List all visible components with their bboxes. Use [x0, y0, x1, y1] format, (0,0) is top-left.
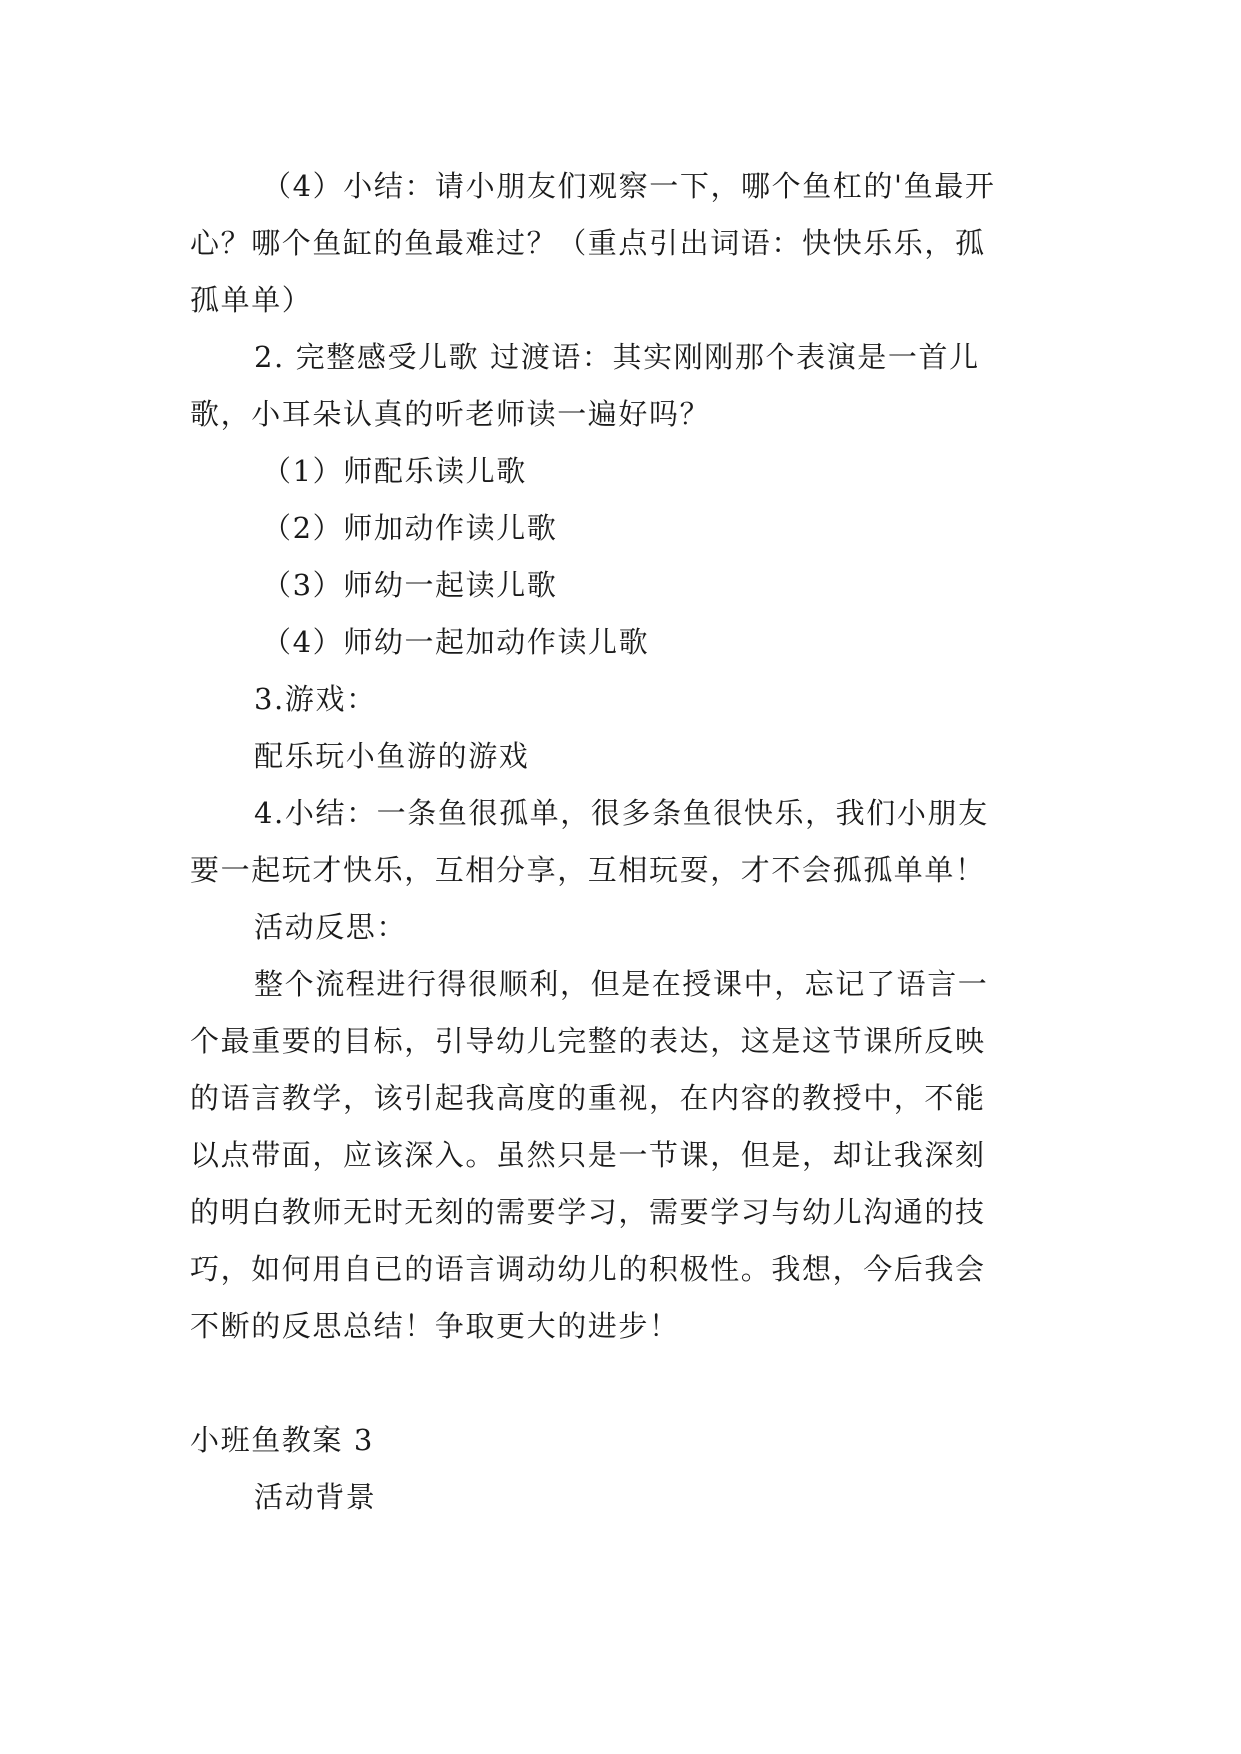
paragraph-summary-final-line-2: 要一起玩才快乐，互相分享，互相玩耍，才不会孤孤单单！ — [190, 853, 986, 887]
list-item-read-together-with-actions: （4）师幼一起加动作读儿歌 — [262, 625, 650, 659]
paragraph-reflection-line-3: 的语言教学，该引起我高度的重视，在内容的教授中，不能 — [190, 1081, 986, 1115]
paragraph-reflection-line-4: 以点带面，应该深入。虽然只是一节课，但是，却让我深刻 — [190, 1138, 986, 1172]
paragraph-reflection-line-1: 整个流程进行得很顺利，但是在授课中，忘记了语言一 — [254, 967, 989, 1001]
list-item-read-together: （3）师幼一起读儿歌 — [262, 568, 558, 602]
paragraph-summary-4-line-1: （4）小结：请小朋友们观察一下，哪个鱼杠的'鱼最开 — [262, 169, 996, 203]
paragraph-song-intro-line-1: 2. 完整感受儿歌 过渡语：其实刚刚那个表演是一首儿 — [254, 340, 980, 374]
paragraph-summary-4-line-3: 孤单单） — [190, 283, 313, 317]
section-reflection-heading: 活动反思： — [254, 910, 408, 944]
list-item-read-with-actions: （2）师加动作读儿歌 — [262, 511, 558, 545]
section-game-heading: 3.游戏： — [254, 682, 377, 716]
section-background-heading: 活动背景 — [254, 1480, 377, 1514]
paragraph-reflection-line-6: 巧，如何用自已的语言调动幼儿的积极性。我想，今后我会 — [190, 1252, 986, 1286]
paragraph-reflection-line-5: 的明白教师无时无刻的需要学习，需要学习与幼儿沟通的技 — [190, 1195, 986, 1229]
paragraph-reflection-line-2: 个最重要的目标，引导幼儿完整的表达，这是这节课所反映 — [190, 1024, 986, 1058]
paragraph-game-description: 配乐玩小鱼游的游戏 — [254, 739, 530, 773]
list-item-read-with-music: （1）师配乐读儿歌 — [262, 454, 527, 488]
paragraph-song-intro-line-2: 歌，小耳朵认真的听老师读一遍好吗？ — [190, 397, 711, 431]
paragraph-reflection-line-7: 不断的反思总结！争取更大的进步！ — [190, 1309, 680, 1343]
paragraph-summary-4-line-2: 心？哪个鱼缸的鱼最难过？（重点引出词语：快快乐乐，孤 — [190, 226, 986, 260]
paragraph-summary-final-line-1: 4.小结：一条鱼很孤单，很多条鱼很快乐，我们小朋友 — [254, 796, 989, 830]
section-title-lesson-3: 小班鱼教案 3 — [190, 1423, 374, 1457]
